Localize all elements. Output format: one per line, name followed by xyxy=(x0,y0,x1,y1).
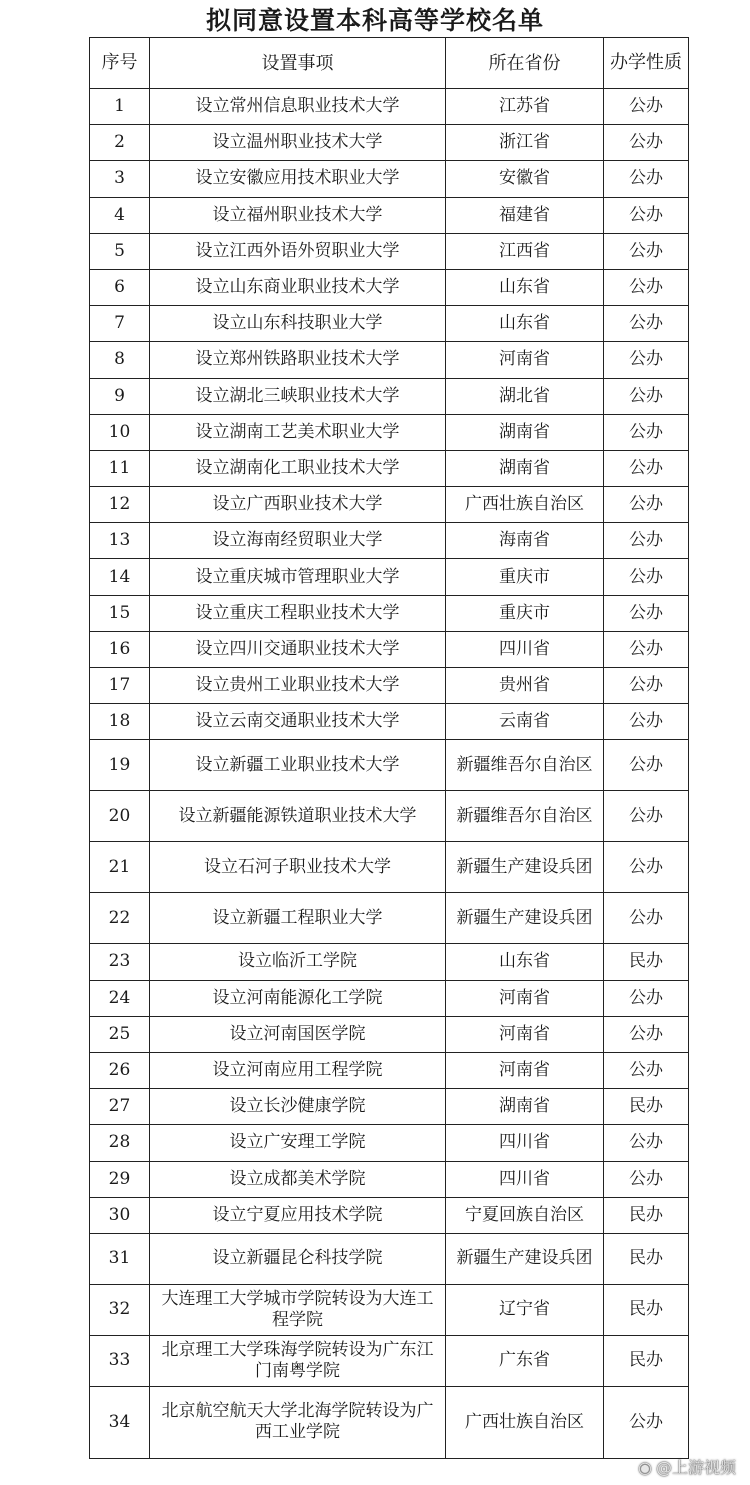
cell-no: 28 xyxy=(90,1125,150,1161)
cell-item: 设立河南能源化工学院 xyxy=(150,980,446,1016)
cell-item: 设立温州职业技术大学 xyxy=(150,125,446,161)
cell-province: 湖南省 xyxy=(446,450,604,486)
table-row xyxy=(90,1386,689,1458)
cell-no: 13 xyxy=(90,523,150,559)
cell-type: 公办 xyxy=(604,893,689,944)
cell-item: 设立临沂工学院 xyxy=(150,944,446,980)
table-row xyxy=(90,161,689,197)
cell-no: 22 xyxy=(90,893,150,944)
cell-no: 16 xyxy=(90,631,150,667)
cell-type: 公办 xyxy=(604,487,689,523)
watermark-text: @上游视频 xyxy=(655,1458,736,1477)
cell-no: 26 xyxy=(90,1052,150,1088)
cell-no: 27 xyxy=(90,1089,150,1125)
cell-type: 公办 xyxy=(604,842,689,893)
cell-no: 12 xyxy=(90,487,150,523)
table-row xyxy=(90,1125,689,1161)
cell-type: 公办 xyxy=(604,161,689,197)
cell-province: 宁夏回族自治区 xyxy=(446,1197,604,1233)
table-row xyxy=(90,668,689,704)
cell-item: 设立山东商业职业技术大学 xyxy=(150,269,446,305)
cell-no: 34 xyxy=(90,1386,150,1458)
cell-item: 设立常州信息职业技术大学 xyxy=(150,89,446,125)
cell-type: 公办 xyxy=(604,269,689,305)
cell-type: 公办 xyxy=(604,125,689,161)
cell-type: 公办 xyxy=(604,89,689,125)
cell-no: 14 xyxy=(90,559,150,595)
table-row xyxy=(90,704,689,740)
table-header-row xyxy=(90,38,689,89)
cell-province: 重庆市 xyxy=(446,595,604,631)
cell-item: 设立石河子职业技术大学 xyxy=(150,842,446,893)
table-row xyxy=(90,740,689,791)
table-row xyxy=(90,269,689,305)
table-row xyxy=(90,559,689,595)
cell-no: 32 xyxy=(90,1284,150,1335)
cell-province: 四川省 xyxy=(446,1125,604,1161)
cell-item: 设立新疆工业职业技术大学 xyxy=(150,740,446,791)
cell-item: 设立安徽应用技术职业大学 xyxy=(150,161,446,197)
table-row xyxy=(90,1233,689,1284)
cell-province: 湖南省 xyxy=(446,1089,604,1125)
cell-type: 公办 xyxy=(604,980,689,1016)
table-row xyxy=(90,89,689,125)
cell-item: 设立新疆工程职业大学 xyxy=(150,893,446,944)
cell-type: 民办 xyxy=(604,1197,689,1233)
cell-type: 公办 xyxy=(604,559,689,595)
cell-type: 公办 xyxy=(604,1125,689,1161)
cell-type: 公办 xyxy=(604,306,689,342)
cell-no: 29 xyxy=(90,1161,150,1197)
table-row xyxy=(90,1335,689,1386)
cell-type: 公办 xyxy=(604,668,689,704)
cell-item: 设立四川交通职业技术大学 xyxy=(150,631,446,667)
cell-no: 11 xyxy=(90,450,150,486)
cell-item: 设立山东科技职业大学 xyxy=(150,306,446,342)
table-row xyxy=(90,893,689,944)
cell-type: 公办 xyxy=(604,1161,689,1197)
cell-province: 浙江省 xyxy=(446,125,604,161)
school-list-table xyxy=(89,37,689,1459)
cell-province: 新疆生产建设兵团 xyxy=(446,893,604,944)
cell-province: 山东省 xyxy=(446,306,604,342)
cell-item: 设立重庆工程职业技术大学 xyxy=(150,595,446,631)
cell-province: 河南省 xyxy=(446,1052,604,1088)
cell-type: 民办 xyxy=(604,1233,689,1284)
cell-type: 公办 xyxy=(604,595,689,631)
cell-item: 设立湖南化工职业技术大学 xyxy=(150,450,446,486)
cell-province: 四川省 xyxy=(446,631,604,667)
table-row xyxy=(90,1197,689,1233)
cell-type: 公办 xyxy=(604,1016,689,1052)
cell-item: 北京理工大学珠海学院转设为广东江门南粤学院 xyxy=(150,1335,446,1386)
cell-type: 公办 xyxy=(604,631,689,667)
table-row xyxy=(90,1016,689,1052)
cell-type: 公办 xyxy=(604,378,689,414)
cell-no: 25 xyxy=(90,1016,150,1052)
cell-item: 设立广西职业技术大学 xyxy=(150,487,446,523)
cell-no: 9 xyxy=(90,378,150,414)
cell-item: 设立河南应用工程学院 xyxy=(150,1052,446,1088)
header-province: 所在省份 xyxy=(446,38,604,89)
table-row xyxy=(90,1284,689,1335)
cell-province: 河南省 xyxy=(446,980,604,1016)
cell-province: 安徽省 xyxy=(446,161,604,197)
cell-item: 设立成都美术学院 xyxy=(150,1161,446,1197)
cell-type: 公办 xyxy=(604,791,689,842)
table-row xyxy=(90,233,689,269)
cell-type: 公办 xyxy=(604,523,689,559)
cell-no: 2 xyxy=(90,125,150,161)
cell-no: 19 xyxy=(90,740,150,791)
cell-province: 云南省 xyxy=(446,704,604,740)
cell-no: 1 xyxy=(90,89,150,125)
cell-province: 广东省 xyxy=(446,1335,604,1386)
table-row xyxy=(90,1052,689,1088)
cell-province: 四川省 xyxy=(446,1161,604,1197)
table-row xyxy=(90,791,689,842)
cell-no: 6 xyxy=(90,269,150,305)
cell-type: 公办 xyxy=(604,342,689,378)
cell-no: 33 xyxy=(90,1335,150,1386)
header-item: 设置事项 xyxy=(150,38,446,89)
table-row xyxy=(90,1089,689,1125)
page-title: 拟同意设置本科高等学校名单 xyxy=(205,6,544,35)
table-row xyxy=(90,125,689,161)
cell-type: 公办 xyxy=(604,450,689,486)
cell-province: 新疆维吾尔自治区 xyxy=(446,791,604,842)
header-no: 序号 xyxy=(90,38,150,89)
cell-item: 北京航空航天大学北海学院转设为广西工业学院 xyxy=(150,1386,446,1458)
cell-province: 江苏省 xyxy=(446,89,604,125)
cell-province: 广西壮族自治区 xyxy=(446,487,604,523)
cell-province: 山东省 xyxy=(446,269,604,305)
cell-no: 8 xyxy=(90,342,150,378)
cell-no: 3 xyxy=(90,161,150,197)
cell-province: 河南省 xyxy=(446,1016,604,1052)
cell-no: 17 xyxy=(90,668,150,704)
table-row xyxy=(90,944,689,980)
cell-province: 海南省 xyxy=(446,523,604,559)
cell-item: 设立重庆城市管理职业大学 xyxy=(150,559,446,595)
cell-item: 设立湖北三峡职业技术大学 xyxy=(150,378,446,414)
cell-type: 民办 xyxy=(604,1284,689,1335)
cell-item: 大连理工大学城市学院转设为大连工程学院 xyxy=(150,1284,446,1335)
table-row xyxy=(90,980,689,1016)
cell-type: 公办 xyxy=(604,740,689,791)
table-body xyxy=(90,89,689,1459)
cell-item: 设立长沙健康学院 xyxy=(150,1089,446,1125)
cell-item: 设立河南国医学院 xyxy=(150,1016,446,1052)
cell-province: 新疆生产建设兵团 xyxy=(446,842,604,893)
table-row xyxy=(90,1161,689,1197)
cell-province: 山东省 xyxy=(446,944,604,980)
cell-type: 公办 xyxy=(604,414,689,450)
cell-province: 新疆维吾尔自治区 xyxy=(446,740,604,791)
cell-type: 民办 xyxy=(604,1089,689,1125)
cell-type: 公办 xyxy=(604,197,689,233)
cell-item: 设立贵州工业职业技术大学 xyxy=(150,668,446,704)
table-row xyxy=(90,342,689,378)
cell-no: 30 xyxy=(90,1197,150,1233)
table-row xyxy=(90,450,689,486)
cell-type: 公办 xyxy=(604,704,689,740)
cell-no: 10 xyxy=(90,414,150,450)
cell-province: 贵州省 xyxy=(446,668,604,704)
table-row xyxy=(90,523,689,559)
cell-no: 24 xyxy=(90,980,150,1016)
cell-type: 公办 xyxy=(604,233,689,269)
cell-type: 民办 xyxy=(604,1335,689,1386)
cell-no: 31 xyxy=(90,1233,150,1284)
cell-no: 23 xyxy=(90,944,150,980)
cell-no: 7 xyxy=(90,306,150,342)
cell-item: 设立江西外语外贸职业大学 xyxy=(150,233,446,269)
cell-province: 福建省 xyxy=(446,197,604,233)
table-row xyxy=(90,595,689,631)
cell-province: 广西壮族自治区 xyxy=(446,1386,604,1458)
table-row xyxy=(90,487,689,523)
table-row xyxy=(90,378,689,414)
cell-type: 民办 xyxy=(604,944,689,980)
table-row xyxy=(90,631,689,667)
table-row xyxy=(90,414,689,450)
cell-no: 5 xyxy=(90,233,150,269)
weibo-icon: ◉ xyxy=(638,1458,652,1477)
cell-province: 湖北省 xyxy=(446,378,604,414)
cell-item: 设立宁夏应用技术学院 xyxy=(150,1197,446,1233)
cell-no: 20 xyxy=(90,791,150,842)
cell-no: 18 xyxy=(90,704,150,740)
table-row xyxy=(90,842,689,893)
cell-no: 15 xyxy=(90,595,150,631)
cell-item: 设立郑州铁路职业技术大学 xyxy=(150,342,446,378)
header-type: 办学性质 xyxy=(604,38,689,89)
cell-item: 设立福州职业技术大学 xyxy=(150,197,446,233)
cell-province: 新疆生产建设兵团 xyxy=(446,1233,604,1284)
cell-province: 辽宁省 xyxy=(446,1284,604,1335)
cell-no: 21 xyxy=(90,842,150,893)
cell-item: 设立新疆能源铁道职业技术大学 xyxy=(150,791,446,842)
cell-no: 4 xyxy=(90,197,150,233)
cell-province: 湖南省 xyxy=(446,414,604,450)
cell-item: 设立海南经贸职业大学 xyxy=(150,523,446,559)
cell-type: 公办 xyxy=(604,1386,689,1458)
cell-province: 重庆市 xyxy=(446,559,604,595)
table-row xyxy=(90,197,689,233)
cell-province: 河南省 xyxy=(446,342,604,378)
table-row xyxy=(90,306,689,342)
cell-type: 公办 xyxy=(604,1052,689,1088)
cell-province: 江西省 xyxy=(446,233,604,269)
cell-item: 设立广安理工学院 xyxy=(150,1125,446,1161)
watermark xyxy=(638,1455,736,1481)
cell-item: 设立湖南工艺美术职业大学 xyxy=(150,414,446,450)
cell-item: 设立新疆昆仑科技学院 xyxy=(150,1233,446,1284)
cell-item: 设立云南交通职业技术大学 xyxy=(150,704,446,740)
